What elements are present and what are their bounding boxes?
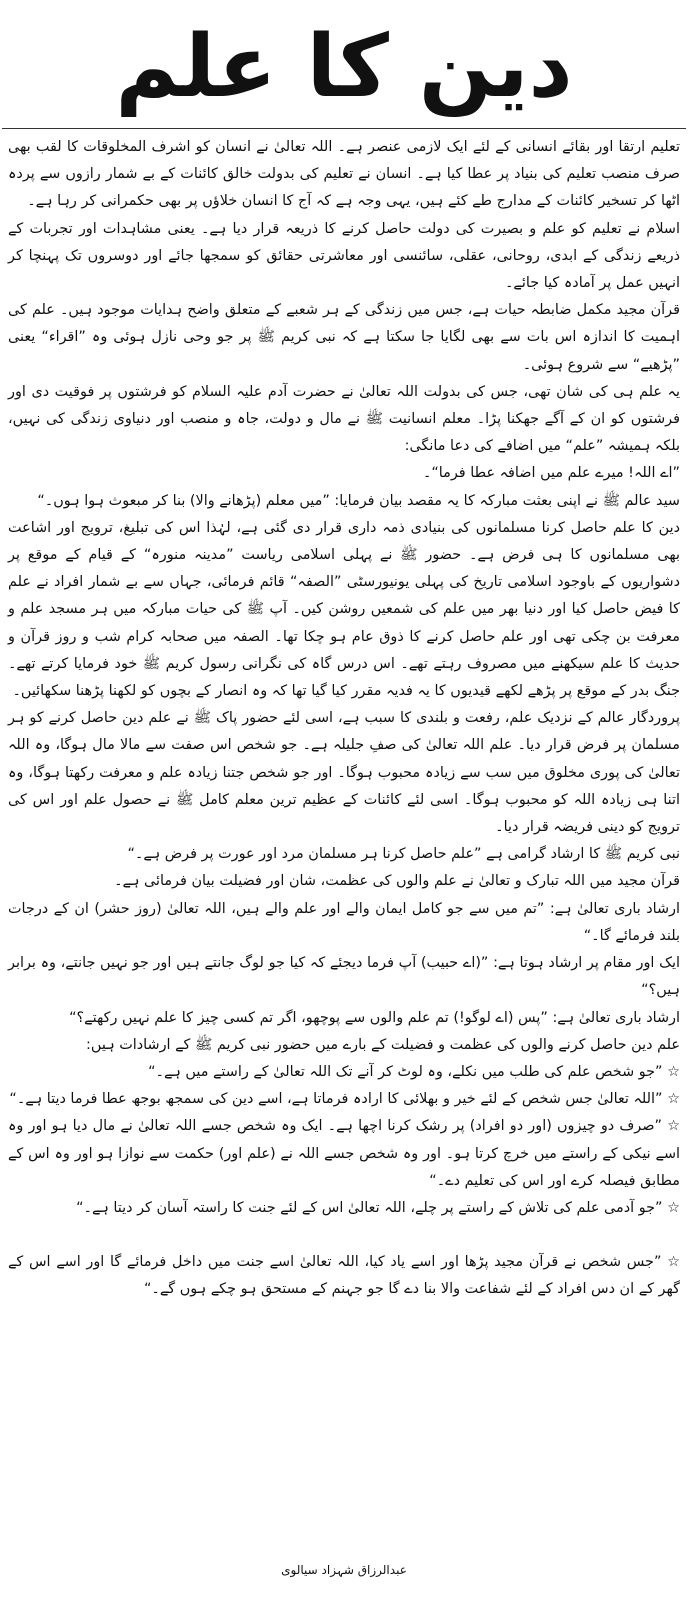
- article-title: دین کا علم: [115, 17, 573, 117]
- paragraph-verse-2: ایک اور مقام پر ارشاد ہوتا ہے: ”(اے حبیب) آپ فرما دیجئے کہ کیا جو لوگ جانتے ہیں اور جو نہیں جانتے، وہ برابر ہیں؟“: [8, 955, 680, 999]
- paragraph-suffah: دین کا علم حاصل کرنا مسلمانوں کی بنیادی ذمہ داری قرار دی گئی ہے، لہٰذا اس کی تبلیغ، ترویج اور اشاعت بھی مسلمانوں کا ہی فرض ہے۔ حضور ﷺ نے پہلی اسلامی ریاست ”مدینہ منورہ“ کے قیام کے موقع پر دشواریوں کے باوجود اسلامی تاریخ کی پہلی یونیورسٹی ”الصفہ“ قائم فرمائی، جہاں سے بے شمار افراد نے علم کا فیض حاصل کیا اور دنیا بھر میں علم کی شمعیں روشن کیں۔ آپ ﷺ کی حیات مبارکہ میں ہر مسجد علم و معرفت بن چکی تھی اور علم حاصل کرنے کا ذوق عام ہو چکا تھا۔ الصفہ میں صحابہ کرام شب و روز قرآن و حدیث کا علم سیکھنے میں مصروف رہتے تھے۔ اس درس گاہ کی نگرانی رسول کریم ﷺ خود فرمایا کرتے تھے۔ جنگ بدر کے موقع پر پڑھے لکھے قیدیوں کا یہ فدیہ مقرر کیا گیا تھا کہ وہ انصار کے بچوں کو لکھنا پڑھنا سکھائیں۔: [8, 519, 680, 700]
- hadith-item: ☆ ”جو شخص علم کی طلب میں نکلے، وہ لوٹ کر آنے تک اللہ تعالیٰ کے راستے میں ہے۔“: [148, 1063, 680, 1080]
- paragraph-hadith-obligation: نبی کریم ﷺ کا ارشاد گرامی ہے ”علم حاصل کرنا ہر مسلمان مرد اور عورت پر فرض ہے۔“: [127, 846, 680, 863]
- paragraph-adam: یہ علم ہی کی شان تھی، جس کی بدولت اللہ تعالیٰ نے حضرت آدم علیہ السلام کو فرشتوں پر فوقیت دی اور فرشتوں کو ان کے آگے جھکنا پڑا۔ معلم انسانیت ﷺ نے مال و دولت، جاہ و منصب اور دنیاوی زندگی کی نہیں، بلکہ ہمیشہ ”علم“ میں اضافے کی دعا مانگی:: [8, 383, 680, 455]
- hadith-item: ☆ ”جس شخص نے قرآن مجید پڑھا اور اسے یاد کیا، اللہ تعالیٰ اسے جنت میں داخل فرمائے گا اور اسے اس کے گھر کے ان دس افراد کے لئے شفاعت والا بنا دے گا جو جہنم کے مستحق ہو چکے ہوں گے۔“: [8, 1254, 680, 1298]
- hadith-item: ☆ ”جو آدمی علم کی تلاش کے راستے پر چلے، اللہ تعالیٰ اس کے لئے جنت کا راستہ آسان کر دیتا ہے۔“: [76, 1199, 680, 1216]
- paragraph-rank-of-knowledge: پروردگار عالم کے نزدیک علم، رفعت و بلندی کا سبب ہے، اسی لئے حضور پاک ﷺ نے علم دین حاصل کرنے کو ہر مسلمان پر فرض قرار دیا۔ علم اللہ تعالیٰ کی صفِ جلیلہ ہے۔ جو شخص اس صفت سے مالا مال ہوگا، وہ اللہ تعالیٰ کی پوری مخلوق میں سب سے زیادہ محبوب ہوگا۔ اور جو شخص جتنا زیادہ علم و معرفت رکھتا ہوگا، وہ اتنا ہی زیادہ اللہ کو محبوب ہوگا۔ اسی لئے کائنات کے عظیم ترین معلم کامل ﷺ نے حصول علم اور اس کی ترویج کو دینی فریضہ قرار دیا۔: [8, 710, 680, 836]
- paragraph-sayings-intro: علم دین حاصل کرنے والوں کی عظمت و فضیلت کے بارے میں حضور نبی کریم ﷺ کے ارشادات ہیں:: [86, 1036, 680, 1053]
- paragraph-verse-1: ارشاد باری تعالیٰ ہے: ”تم میں سے جو کامل ایمان والے اور علم والے ہیں، اللہ تعالیٰ (روز حشر) ان کے درجات بلند فرمائے گا۔“: [8, 900, 680, 944]
- paragraph-quran-virtue: قرآن مجید میں اللہ تبارک و تعالیٰ نے علم والوں کی عظمت، شان اور فضیلت بیان فرمائی ہے۔: [114, 873, 680, 890]
- paragraph-mission: سید عالم ﷺ نے اپنی بعثت مبارکہ کا یہ مقصد بیان فرمایا: ”میں معلم (پڑھانے والا) بنا کر مبعوث ہوا ہوں۔“: [37, 492, 680, 509]
- paragraph-intro: تعلیم ارتقا اور بقائے انسانی کے لئے ایک لازمی عنصر ہے۔ اللہ تعالیٰ نے انسان کو اشرف المخلوقات کا لقب بھی صرف منصب تعلیم کی بنیاد پر عطا کیا ہے۔ انسان نے تعلیم کی بدولت خالق کائنات کے بے شمار رازوں سے پردہ اٹھا کر تسخیر کائنات کے مدارج طے کئے ہیں، یہی وجہ ہے کہ آج کا انسان خلاؤں پر بھی حکمرانی کر رہا ہے۔: [8, 139, 680, 210]
- article-body: [8, 134, 680, 1304]
- quote-dua: ”اے اللہ! میرے علم میں اضافہ عطا فرما“۔: [422, 465, 680, 482]
- hadith-item: ☆ ”صرف دو چیزوں (اور دو افراد) پر رشک کرنا اچھا ہے۔ ایک وہ شخص جسے اللہ تعالیٰ نے مال دیا ہو اور وہ اسے نیکی کے راستے میں خرچ کرتا ہو۔ اور وہ شخص جسے اللہ نے (علم اور) حکمت سے نوازا ہو اور وہ اس کے مطابق فیصلہ کرے اور اس کی تعلیم دے۔“: [8, 1118, 680, 1189]
- title-divider: [2, 128, 686, 129]
- author-byline: عبدالرزاق شہزاد سیالوی: [281, 1563, 407, 1577]
- paragraph-islam-education: اسلام نے تعلیم کو علم و بصیرت کی دولت حاصل کرنے کا ذریعہ قرار دیا ہے۔ یعنی مشاہدات اور تجربات کے ذریعے زندگی کے ابدی، روحانی، عقلی، سائنسی اور معاشرتی حقائق کو سمجھا جائے اور دوسروں تک پہنچا کر انہیں عمل پر آمادہ کیا جائے۔: [8, 220, 680, 292]
- paragraph-quran: قرآن مجید مکمل ضابطہ حیات ہے، جس میں زندگی کے ہر شعبے کے متعلق واضح ہدایات موجود ہیں۔ علم کی اہمیت کا اندازہ اس بات سے بھی لگایا جا سکتا ہے کہ نبی کریم ﷺ پر جو وحی نازل ہوئی وہ ”اقراء“ یعنی ”پڑھیے“ سے شروع ہوئی۔: [8, 302, 680, 373]
- hadith-item: ☆ ”اللہ تعالیٰ جس شخص کے لئے خیر و بھلائی کا ارادہ فرماتا ہے، اسے دین کی سمجھ بوجھ عطا فرما دیتا ہے۔“: [9, 1091, 680, 1108]
- paragraph-verse-3: ارشاد باری تعالیٰ ہے: ”پس (اے لوگو!) تم علم والوں سے پوچھو، اگر تم کسی چیز کا علم نہیں رکھتے؟“: [69, 1009, 680, 1026]
